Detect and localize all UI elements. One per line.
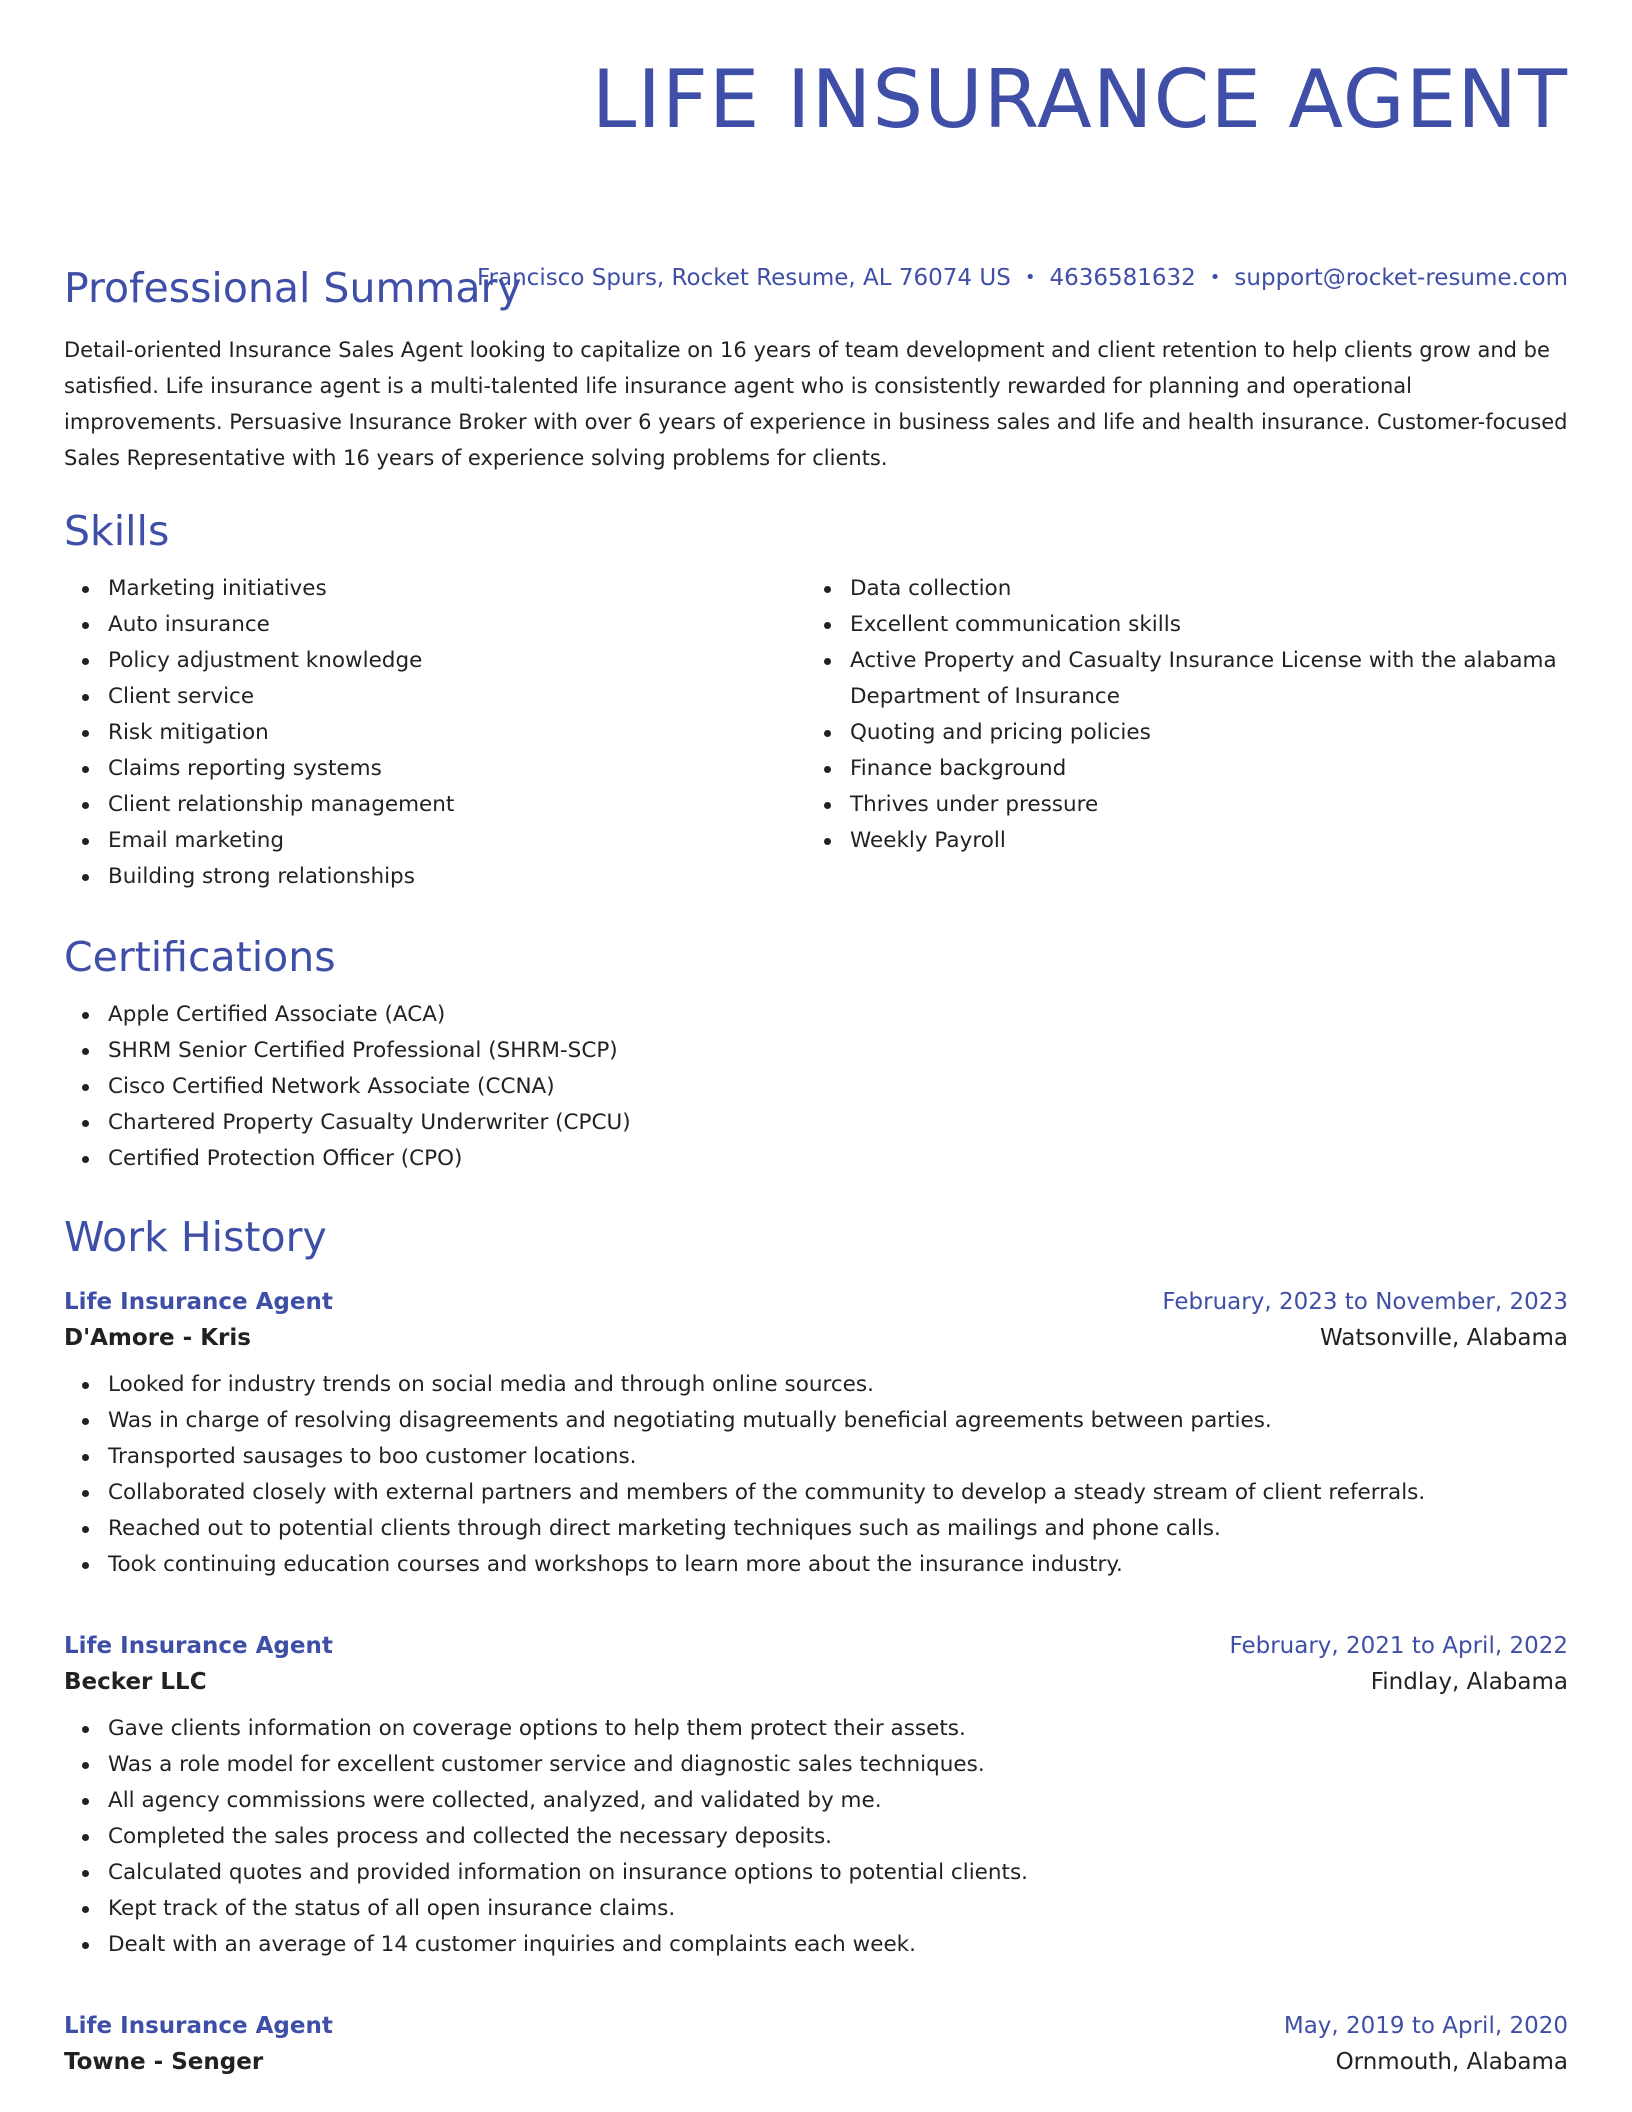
contact-separator: • xyxy=(1024,267,1036,288)
job-bullet: Reached out to potential clients through direct marketing techniques such as mailings and phone calls. xyxy=(64,1511,1568,1547)
job-dates: February, 2023 to November, 2023 xyxy=(1162,1289,1568,1315)
job-entry xyxy=(64,1629,1568,1963)
job-location: Ornmouth, Alabama xyxy=(1335,2049,1568,2075)
job-location: Watsonville, Alabama xyxy=(1320,1325,1568,1351)
job-bullet: Kept track of the status of all open insurance claims. xyxy=(64,1891,1568,1927)
skill-item: Active Property and Casualty Insurance License with the alabama Department of Insurance xyxy=(806,643,1568,715)
work-history-heading: Work History xyxy=(64,1213,327,1261)
skill-item: Excellent communication skills xyxy=(806,607,1568,643)
work-history-section xyxy=(64,1211,1568,1263)
job-bullet: Was in charge of resolving disagreements and negotiating mutually beneficial agreements between parties. xyxy=(64,1403,1568,1439)
job-header xyxy=(64,2009,1568,2043)
skill-item: Data collection xyxy=(806,571,1568,607)
summary-text: Detail-oriented Insurance Sales Agent looking to capitalize on 16 years of team development and client retention to help clients grow and be satisfied. Life insurance agent is a multi-talented life insurance agent who is consistently rewarded for planning and operational improvements. Persuasive Insurance Broker with over 6 years of experience in business sales and life and health insurance. Customer-focused Sales Representative with 16 years of experience solving problems for clients. xyxy=(64,338,1568,470)
job-header xyxy=(64,1629,1568,1663)
skills-section xyxy=(64,505,1568,895)
certification-item: Cisco Certified Network Associate (CCNA) xyxy=(64,1069,1568,1105)
skills-list-right xyxy=(806,571,1568,895)
summary-section xyxy=(64,262,1568,476)
contact-address: Francisco Spurs, Rocket Resume, AL 76074 US xyxy=(476,265,1011,291)
skill-item: Building strong relationships xyxy=(64,859,806,895)
job-bullet: All agency commissions were collected, analyzed, and validated by me. xyxy=(64,1783,1568,1819)
job-dates: May, 2019 to April, 2020 xyxy=(1283,2013,1568,2039)
skills-list-left xyxy=(64,571,806,895)
job-dates: February, 2021 to April, 2022 xyxy=(1229,1633,1568,1659)
certifications-list xyxy=(64,997,1568,1177)
job-bullet: Transported sausages to boo customer locations. xyxy=(64,1439,1568,1475)
skills-heading: Skills xyxy=(64,507,170,555)
certification-item: Apple Certified Associate (ACA) xyxy=(64,997,1568,1033)
skill-item: Auto insurance xyxy=(64,607,806,643)
contact-separator: • xyxy=(1209,267,1221,288)
job-bullet: Calculated quotes and provided information on insurance options to potential clients. xyxy=(64,1855,1568,1891)
skill-item: Client relationship management xyxy=(64,787,806,823)
job-header xyxy=(64,1285,1568,1319)
job-bullet: Dealt with an average of 14 customer inquiries and complaints each week. xyxy=(64,1927,1568,1963)
job-company: Towne - Senger xyxy=(64,2049,264,2075)
skill-item: Finance background xyxy=(806,751,1568,787)
skill-item: Quoting and pricing policies xyxy=(806,715,1568,751)
job-bullet: Took continuing education courses and workshops to learn more about the insurance industry. xyxy=(64,1547,1568,1583)
job-bullet: Was a role model for excellent customer service and diagnostic sales techniques. xyxy=(64,1747,1568,1783)
skill-item: Weekly Payroll xyxy=(806,823,1568,859)
skill-item: Policy adjustment knowledge xyxy=(64,643,806,679)
job-entry xyxy=(64,1285,1568,1583)
job-bullet: Completed the sales process and collected the necessary deposits. xyxy=(64,1819,1568,1855)
resume-title: LIFE INSURANCE AGENT xyxy=(591,53,1568,146)
job-title: Life Insurance Agent xyxy=(64,1289,333,1315)
job-subheader xyxy=(64,1319,1568,1357)
job-bullets xyxy=(64,1367,1568,1583)
job-company: D'Amore - Kris xyxy=(64,1325,251,1351)
job-bullet: Looked for industry trends on social media and through online sources. xyxy=(64,1367,1568,1403)
job-location: Findlay, Alabama xyxy=(1370,1669,1568,1695)
job-bullet: Gave clients information on coverage options to help them protect their assets. xyxy=(64,1711,1568,1747)
skill-item: Claims reporting systems xyxy=(64,751,806,787)
job-subheader xyxy=(64,1663,1568,1701)
contact-phone: 4636581632 xyxy=(1049,265,1196,291)
skill-item: Email marketing xyxy=(64,823,806,859)
summary-heading: Professional Summary xyxy=(64,264,522,312)
skill-item: Thrives under pressure xyxy=(806,787,1568,823)
job-bullet: Collaborated closely with external partners and members of the community to develop a steady stream of client referrals. xyxy=(64,1475,1568,1511)
certification-item: SHRM Senior Certified Professional (SHRM-SCP) xyxy=(64,1033,1568,1069)
certification-item: Certified Protection Officer (CPO) xyxy=(64,1141,1568,1177)
skills-columns xyxy=(64,571,1568,895)
certification-item: Chartered Property Casualty Underwriter (CPCU) xyxy=(64,1105,1568,1141)
job-entry xyxy=(64,2009,1568,2081)
job-title: Life Insurance Agent xyxy=(64,2013,333,2039)
job-bullets xyxy=(64,1711,1568,1963)
job-title: Life Insurance Agent xyxy=(64,1633,333,1659)
contact-email: support@rocket-resume.com xyxy=(1234,265,1568,291)
job-company: Becker LLC xyxy=(64,1669,207,1695)
skill-item: Risk mitigation xyxy=(64,715,806,751)
skill-item: Client service xyxy=(64,679,806,715)
skill-item: Marketing initiatives xyxy=(64,571,806,607)
certifications-heading: Certifications xyxy=(64,933,336,981)
certifications-section xyxy=(64,931,1568,1177)
job-subheader xyxy=(64,2043,1568,2081)
